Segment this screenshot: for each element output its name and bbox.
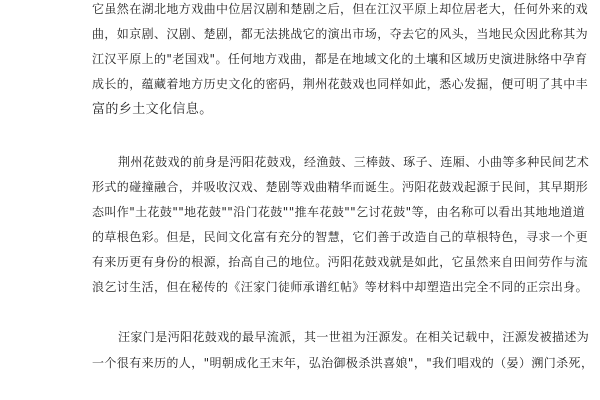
text-line: 态叫作"土花鼓""地花鼓""沿门花鼓""推车花鼓""乞讨花鼓"等，由名称可以看出其地地道道 xyxy=(92,205,586,219)
text-line: 荆州花鼓戏的前身是沔阳花鼓戏，经渔鼓、三棒鼓、琢子、连厢、小曲等多种民间艺术 xyxy=(118,155,590,169)
text-line: 浪乞讨生活，但在秘传的《汪家门徒师承谱红帖》等材料中却塑造出完全不同的正宗出身。 xyxy=(92,280,589,294)
text-line: 形式的碰撞融合，并吸收汉戏、楚剧等戏曲精华而诞生。沔阳花鼓戏起源于民间，其早期形 xyxy=(92,180,589,194)
text-line: 曲，如京剧、汉剧、楚剧，都无法挑战它的演出市场，夺去它的风头，当地民众因此称其为 xyxy=(92,27,589,41)
text-line: 江汉平原上的"老国戏"。任何地方戏曲，都是在地域文化的土壤和区域历史演进脉络中孕育 xyxy=(92,52,588,66)
text-line: 成长的，蕴藏着地方历史文化的密码，荆州花鼓戏也同样如此，悉心发掘，便可明了其中丰 xyxy=(92,77,589,91)
text-line: 一个很有来历的人，"明朝成化王末年，弘治御极杀洪喜娘"，"我们唱戏的（晏）溯门杀死， xyxy=(92,356,594,370)
text-line: 汪家门是沔阳花鼓戏的最早流派，其一世祖为汪源发。在相关记载中，汪源发被描述为 xyxy=(118,330,590,344)
text-line: 它虽然在湖北地方戏曲中位居汉剧和楚剧之后，但在江汉平原上却位居老大，任何外来的戏 xyxy=(92,2,589,16)
text-line: 有来历更有身份的根源，抬高自己的地位。沔阳花鼓戏就是如此，它虽然来自田间劳作与流 xyxy=(92,255,589,269)
text-line: 的草根色彩。但是，民间文化富有充分的智慧，它们善于改造自己的草根特色，寻求一个更 xyxy=(92,230,589,244)
text-line: 富的乡土文化信息。 xyxy=(92,102,213,117)
